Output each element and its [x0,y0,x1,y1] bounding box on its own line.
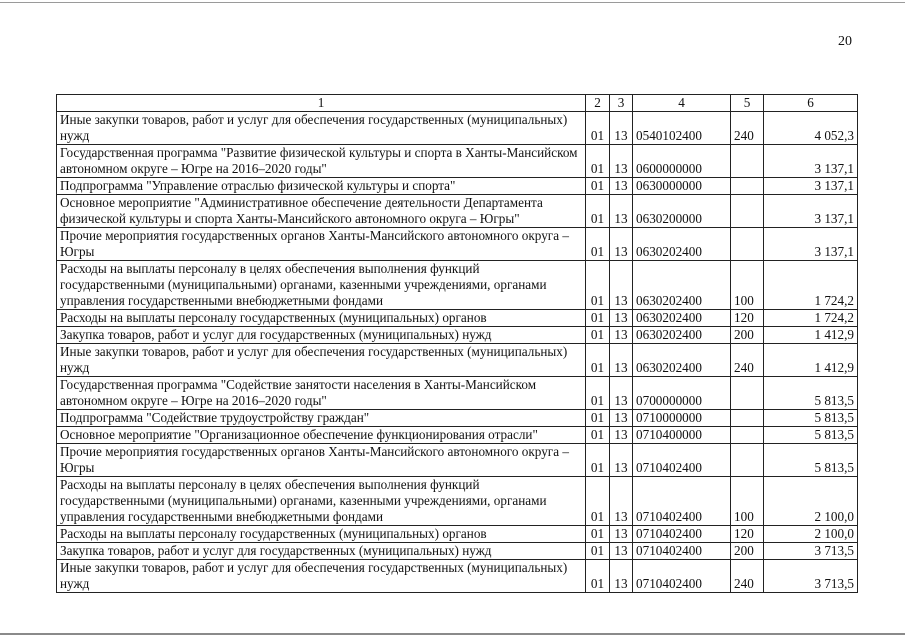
table-row [57,310,858,327]
row-name: Закупка товаров, работ и услуг для государственных (муниципальных) нужд [57,543,586,560]
row-target-article-code: 0710400000 [633,427,731,444]
row-target-article-code: 0630202400 [633,261,731,310]
row-subsection-code: 13 [610,444,633,477]
row-amount: 1 412,9 [764,344,858,377]
row-target-article-code: 0700000000 [633,377,731,410]
row-target-article-code: 0630000000 [633,178,731,195]
row-name: Подпрограмма "Содействие трудоустройству граждан" [57,410,586,427]
row-amount: 2 100,0 [764,526,858,543]
row-subsection-code: 13 [610,310,633,327]
table-row [57,112,858,145]
table-row [57,444,858,477]
row-subsection-code: 13 [610,327,633,344]
column-header: 3 [610,95,633,112]
row-name: Расходы на выплаты персоналу в целях обеспечения выполнения функций государственными (муниципальными) органами, казенными учреждениями, органами управления государственными внебюджетными фондами [57,477,586,526]
row-expense-type-code [731,228,764,261]
row-section-code: 01 [586,261,610,310]
row-name: Закупка товаров, работ и услуг для государственных (муниципальных) нужд [57,327,586,344]
row-name: Иные закупки товаров, работ и услуг для обеспечения государственных (муниципальных) нужд [57,112,586,145]
row-name: Основное мероприятие "Организационное обеспечение функционирования отрасли" [57,427,586,444]
row-target-article-code: 0710402400 [633,543,731,560]
row-name: Государственная программа "Содействие занятости населения в Ханты-Мансийском автономном округе – Югре на 2016–2020 годы" [57,377,586,410]
row-subsection-code: 13 [610,560,633,593]
row-name: Основное мероприятие "Административное обеспечение деятельности Департамента физической культуры и спорта Ханты-Мансийского автономного округа – Югры" [57,195,586,228]
table-row [57,195,858,228]
row-subsection-code: 13 [610,377,633,410]
row-subsection-code: 13 [610,145,633,178]
row-name: Подпрограмма "Управление отраслью физической культуры и спорта" [57,178,586,195]
budget-table-body [57,95,858,593]
row-expense-type-code [731,178,764,195]
table-row [57,178,858,195]
row-target-article-code: 0540102400 [633,112,731,145]
row-section-code: 01 [586,112,610,145]
row-name: Иные закупки товаров, работ и услуг для обеспечения государственных (муниципальных) нужд [57,344,586,377]
row-amount: 3 137,1 [764,195,858,228]
row-name: Расходы на выплаты персоналу государственных (муниципальных) органов [57,310,586,327]
row-target-article-code: 0600000000 [633,145,731,178]
row-expense-type-code: 100 [731,261,764,310]
table-row [57,344,858,377]
row-amount: 1 724,2 [764,310,858,327]
table-row [57,327,858,344]
budget-table [56,94,858,593]
row-subsection-code: 13 [610,344,633,377]
row-name: Расходы на выплаты персоналу в целях обеспечения выполнения функций государственными (муниципальными) органами, казенными учреждениями, органами управления государственными внебюджетными фондами [57,261,586,310]
row-expense-type-code: 240 [731,560,764,593]
row-amount: 1 724,2 [764,261,858,310]
row-name: Расходы на выплаты персоналу государственных (муниципальных) органов [57,526,586,543]
row-subsection-code: 13 [610,410,633,427]
scan-bottom-edge [0,633,905,635]
row-amount: 3 137,1 [764,178,858,195]
row-target-article-code: 0630202400 [633,228,731,261]
row-section-code: 01 [586,228,610,261]
row-section-code: 01 [586,543,610,560]
row-expense-type-code [731,145,764,178]
table-row [57,560,858,593]
row-expense-type-code [731,195,764,228]
row-target-article-code: 0710402400 [633,526,731,543]
table-row [57,145,858,178]
row-name: Иные закупки товаров, работ и услуг для обеспечения государственных (муниципальных) нужд [57,560,586,593]
column-header: 1 [57,95,586,112]
row-target-article-code: 0710402400 [633,560,731,593]
row-subsection-code: 13 [610,195,633,228]
table-row [57,526,858,543]
row-section-code: 01 [586,195,610,228]
row-amount: 3 713,5 [764,560,858,593]
row-expense-type-code: 120 [731,526,764,543]
row-section-code: 01 [586,410,610,427]
row-section-code: 01 [586,526,610,543]
row-subsection-code: 13 [610,543,633,560]
row-target-article-code: 0710402400 [633,444,731,477]
column-header: 5 [731,95,764,112]
row-section-code: 01 [586,444,610,477]
table-row [57,477,858,526]
row-amount: 3 137,1 [764,145,858,178]
table-row [57,543,858,560]
row-expense-type-code: 100 [731,477,764,526]
row-name: Государственная программа "Развитие физической культуры и спорта в Ханты-Мансийском автономном округе – Югре на 2016–2020 годы" [57,145,586,178]
row-subsection-code: 13 [610,477,633,526]
row-expense-type-code: 200 [731,327,764,344]
row-expense-type-code: 200 [731,543,764,560]
row-expense-type-code: 120 [731,310,764,327]
row-section-code: 01 [586,344,610,377]
scan-top-edge [0,2,905,3]
row-amount: 3 713,5 [764,543,858,560]
row-expense-type-code [731,427,764,444]
row-amount: 5 813,5 [764,427,858,444]
row-section-code: 01 [586,560,610,593]
row-amount: 2 100,0 [764,477,858,526]
row-target-article-code: 0630202400 [633,327,731,344]
row-amount: 4 052,3 [764,112,858,145]
column-header: 6 [764,95,858,112]
row-section-code: 01 [586,310,610,327]
table-row [57,261,858,310]
table-row [57,228,858,261]
row-subsection-code: 13 [610,427,633,444]
row-section-code: 01 [586,477,610,526]
row-name: Прочие мероприятия государственных органов Ханты-Мансийского автономного округа – Югры [57,444,586,477]
row-target-article-code: 0630202400 [633,344,731,377]
row-target-article-code: 0630200000 [633,195,731,228]
row-amount: 5 813,5 [764,410,858,427]
row-subsection-code: 13 [610,178,633,195]
row-amount: 1 412,9 [764,327,858,344]
row-amount: 3 137,1 [764,228,858,261]
row-section-code: 01 [586,145,610,178]
row-expense-type-code [731,377,764,410]
row-target-article-code: 0710402400 [633,477,731,526]
row-subsection-code: 13 [610,228,633,261]
row-expense-type-code [731,410,764,427]
row-subsection-code: 13 [610,261,633,310]
row-amount: 5 813,5 [764,444,858,477]
row-amount: 5 813,5 [764,377,858,410]
row-expense-type-code: 240 [731,344,764,377]
row-expense-type-code [731,444,764,477]
row-section-code: 01 [586,377,610,410]
row-target-article-code: 0710000000 [633,410,731,427]
row-target-article-code: 0630202400 [633,310,731,327]
row-name: Прочие мероприятия государственных органов Ханты-Мансийского автономного округа – Югры [57,228,586,261]
table-row [57,410,858,427]
row-subsection-code: 13 [610,112,633,145]
row-section-code: 01 [586,327,610,344]
table-row [57,427,858,444]
column-header: 4 [633,95,731,112]
table-row [57,377,858,410]
row-section-code: 01 [586,427,610,444]
row-expense-type-code: 240 [731,112,764,145]
column-header: 2 [586,95,610,112]
row-section-code: 01 [586,178,610,195]
column-number-row [57,95,858,112]
row-subsection-code: 13 [610,526,633,543]
page-number: 20 [838,34,852,49]
